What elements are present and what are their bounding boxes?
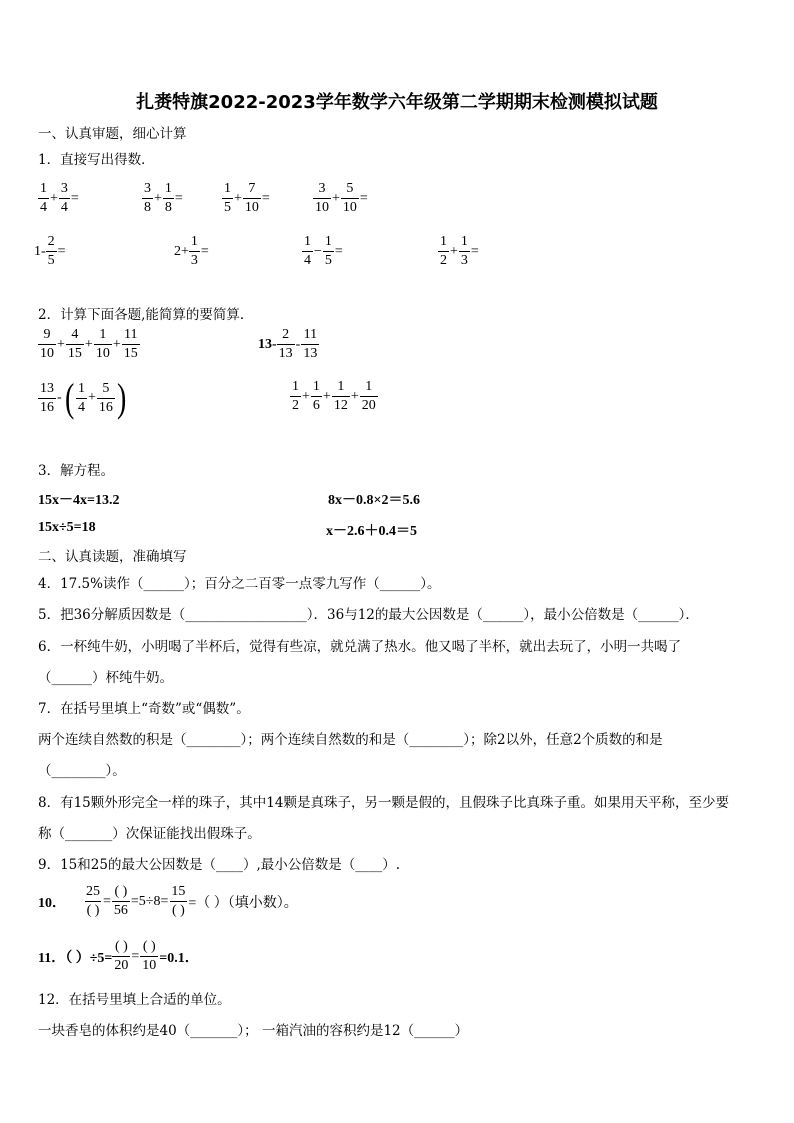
question-9: 9．15和25的最大公因数是（____）,最小公倍数是（____）. xyxy=(38,857,401,873)
question-11: 11．（ ）÷5= ( ) 20 = ( ) 10 =0.1． xyxy=(38,939,199,973)
question-8-line-2: 称（_______）次保证能找出假珠子。 xyxy=(38,826,261,842)
q1-expr-g: 1 4 − $\frac{1}{5}$ = xyxy=(304,234,343,268)
q2-expr-d: 1 2 + $\frac{1}{6}$ + $\frac{1}{12}$ + $\frac{1}{20}$ xyxy=(292,379,376,413)
q1-expr-e: 1- $\frac{2}{5}$ = xyxy=(34,234,66,268)
section-2-heading: 二、认真读题，准确填写 xyxy=(38,549,187,565)
q2-expr-a: 9 10 + $\frac{4}{15}$ + $\frac{1}{10}$ + $\frac{11}{15}$ xyxy=(40,327,138,361)
question-2-title: 2．计算下面各题,能简算的要简算． xyxy=(38,307,254,323)
equation-b: 8x－0.8×2＝5.6 xyxy=(328,493,420,508)
question-12-title: 12．在括号里填上合适的单位。 xyxy=(38,992,231,1008)
question-1-title: 1．直接写出得数． xyxy=(38,152,155,168)
q1-expr-c: 1 5 + $\frac{7}{10}$ = xyxy=(224,181,270,215)
q1-expr-h: 1 2 + $\frac{1}{3}$ = xyxy=(440,234,479,268)
section-1-heading: 一、认真审题，细心计算 xyxy=(38,126,187,142)
question-6-line-2: （______）杯纯牛奶。 xyxy=(38,670,173,686)
q1-expr-f: 2+ $\frac{1}{3}$ = xyxy=(174,234,209,268)
question-6-line-1: 6．一杯纯牛奶，小明喝了半杯后，觉得有些凉，就兑满了热水。他又喝了半杯，就出去玩了，小明一共喝了 xyxy=(38,639,682,655)
question-4: 4．17.5%读作（______）；百分之二百零一点零九写作（______）。 xyxy=(38,576,441,592)
question-3-title: 3．解方程。 xyxy=(38,463,115,479)
question-7-line-2: （________）。 xyxy=(38,763,126,779)
question-10: 10． 25 ( ) = ( ) 56 =5÷8= 15 ( ) =（ ）（填小数）。 xyxy=(38,884,298,918)
question-8-line-1: 8．有15颗外形完全一样的珠子，其中14颗是真珠子，另一颗是假的，且假珠子比真珠子重。如果用天平称，至少要 xyxy=(38,795,729,811)
q1-expr-a: 1 4 + $\frac{3}{4}$ = xyxy=(40,181,79,215)
question-5: 5．把36分解质因数是（__________________）．36与12的最大公因数是（______），最小公倍数是（______）． xyxy=(38,607,699,623)
equation-c: 15x÷5=18 xyxy=(38,520,96,535)
question-7-line-1: 两个连续自然数的积是（________）；两个连续自然数的和是（________）；除2以外，任意2个质数的和是 xyxy=(38,732,663,748)
equation-a: 15x－4x=13.2 xyxy=(38,493,120,508)
equation-d: x－2.6＋0.4＝5 xyxy=(326,524,417,539)
question-7-title: 7．在括号里填上“奇数”或“偶数”。 xyxy=(38,701,250,717)
page-title: 扎赉特旗2022-2023学年数学六年级第二学期期末检测模拟试题 xyxy=(136,92,658,113)
q1-expr-b: 3 8 + $\frac{1}{8}$ = xyxy=(144,181,183,215)
question-12-line-1: 一块香皂的体积约是40（_______）； 一箱汽油的容积约是12（______） xyxy=(38,1023,469,1039)
q2-expr-c: 13 16 - ( 1 4 + $\frac{5}{16}$ ) xyxy=(40,375,127,420)
q2-expr-b: 13- 2 13 - 11 13 xyxy=(258,327,318,361)
q1-expr-d: 3 10 + $\frac{5}{10}$ = xyxy=(315,181,368,215)
